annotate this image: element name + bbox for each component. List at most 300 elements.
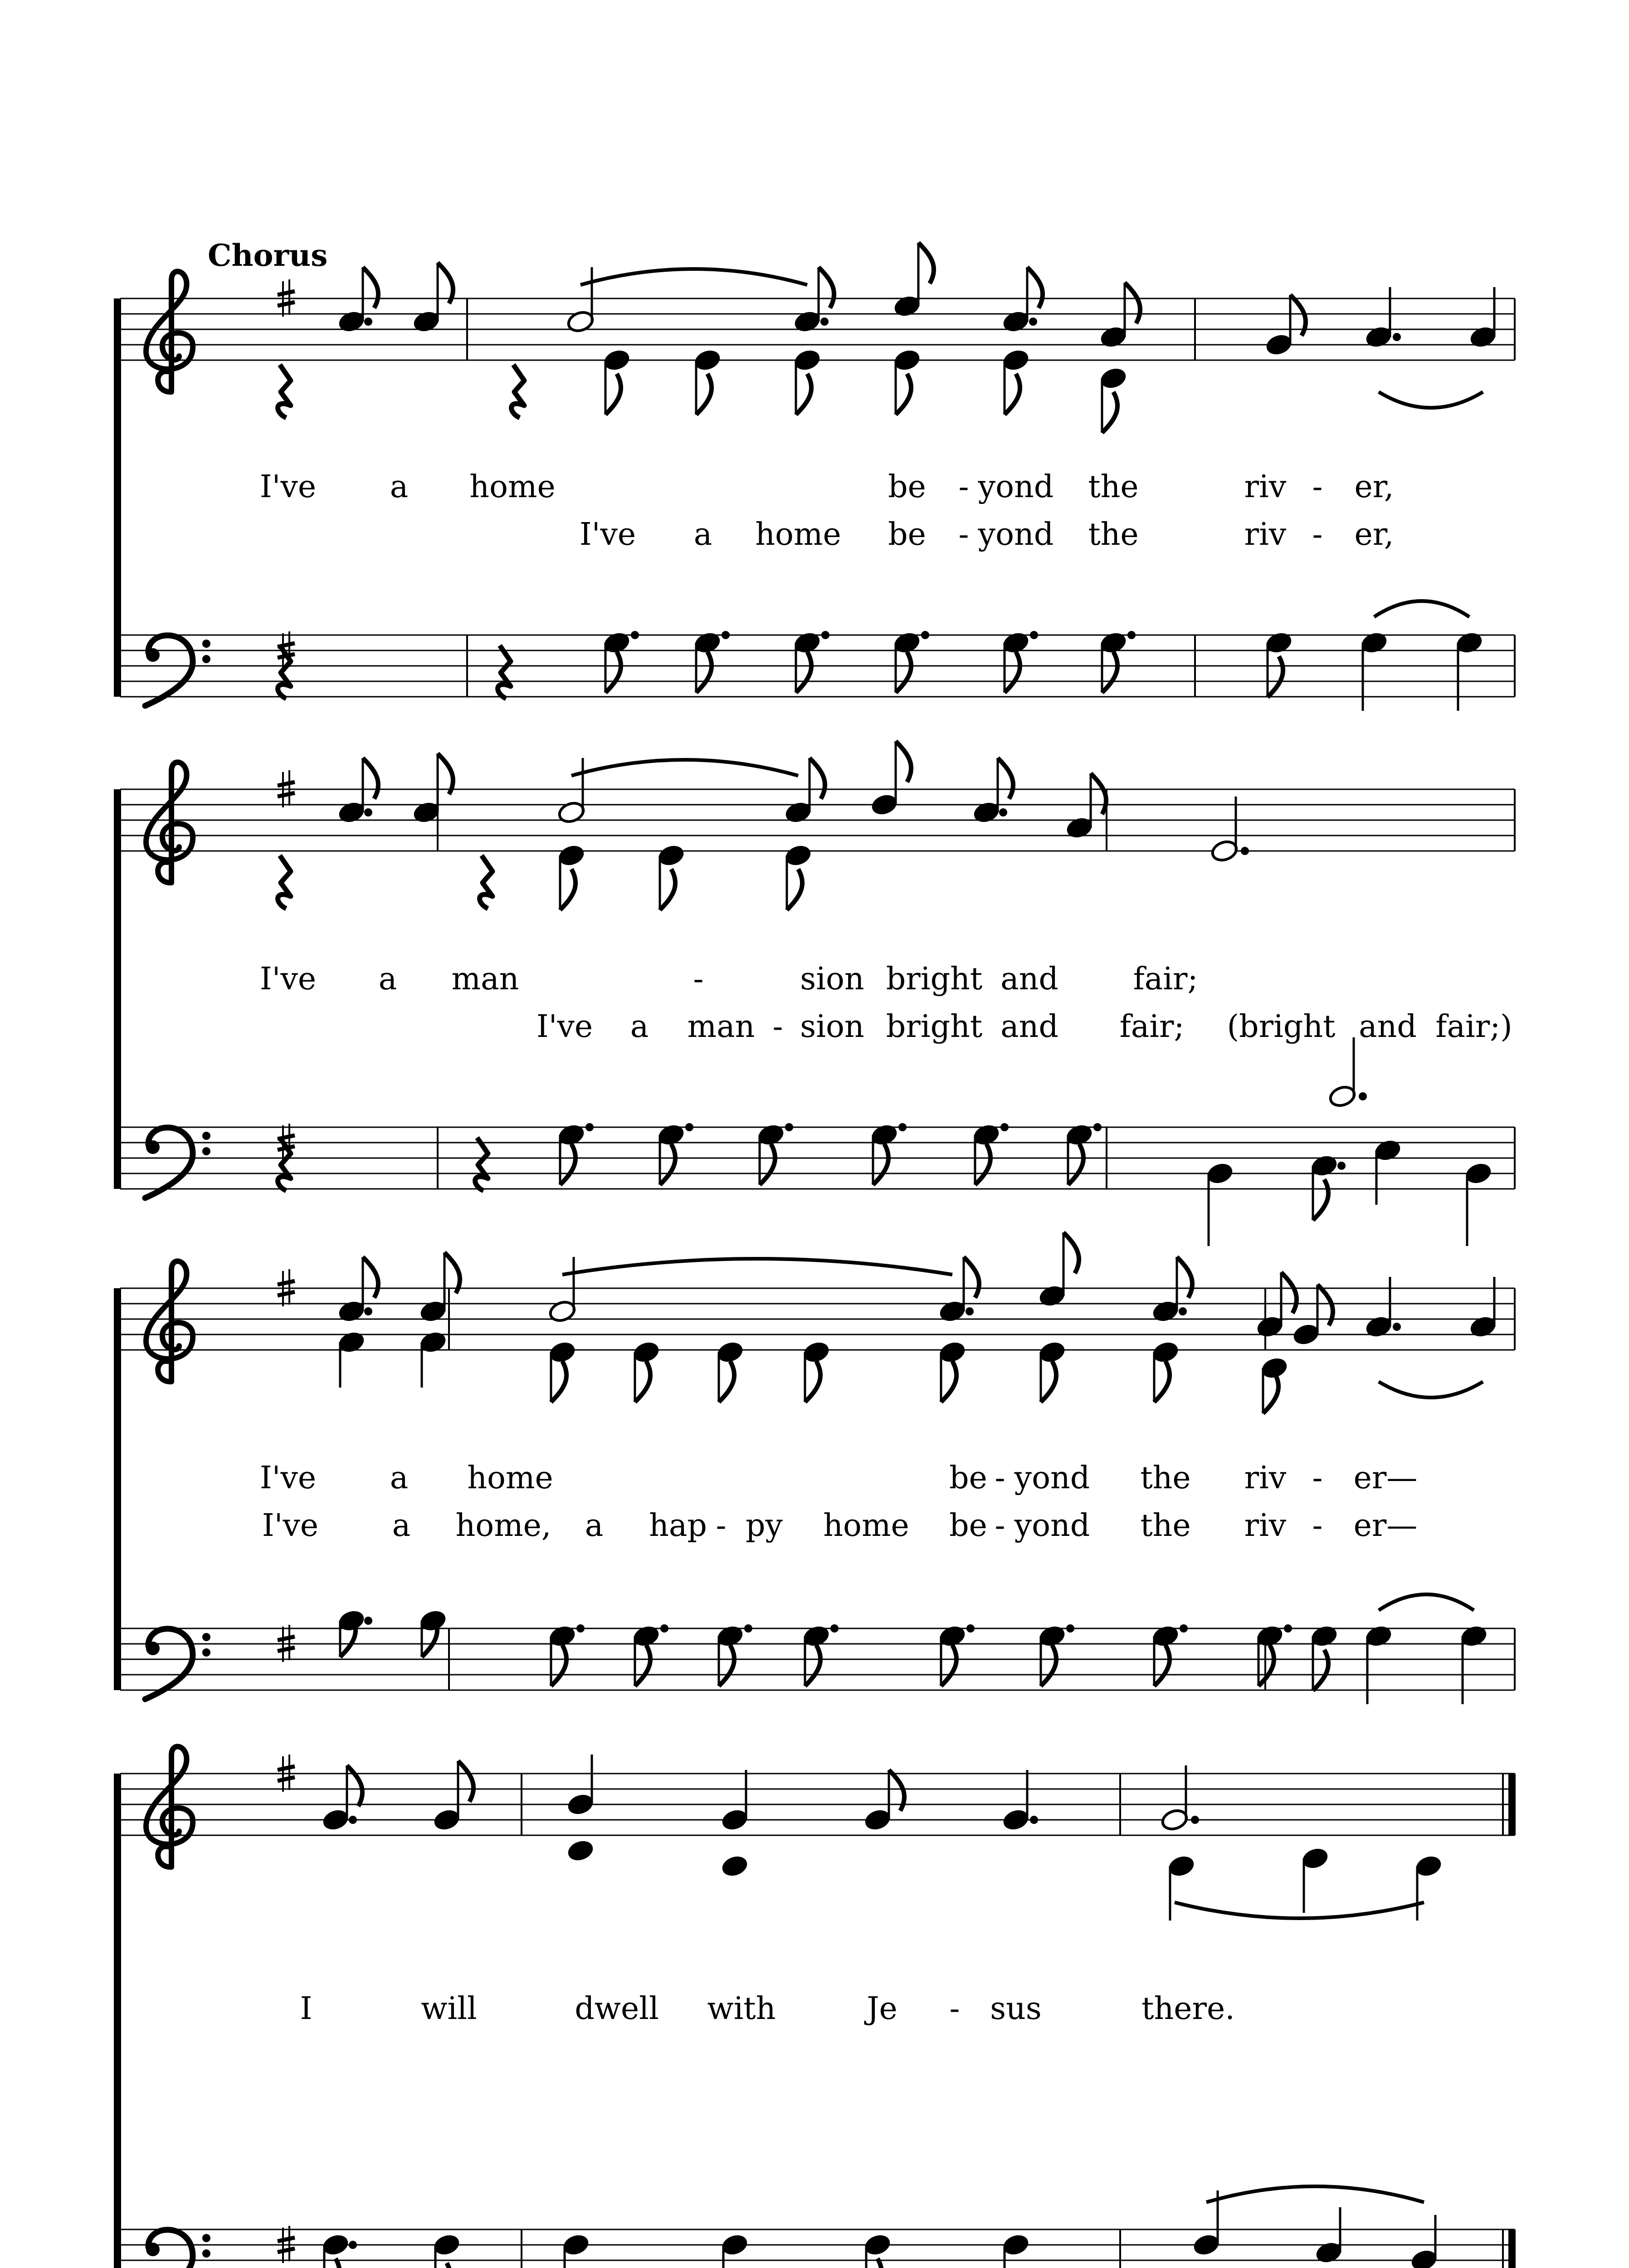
alto-note-flag [896,374,911,415]
bass-note-flag [896,652,911,693]
bass-note-flag [1005,652,1020,693]
key-signature-sharp [278,1766,295,1770]
bass-note-flag [1154,1645,1170,1686]
alto-note-flag [696,374,712,415]
lyric-syllable: the [1088,517,1139,552]
lyric-syllable: and [1000,1009,1058,1045]
melody-note [557,800,586,825]
bass-note-flag [1068,1144,1083,1185]
melody-note [972,800,1001,825]
bass-note [1360,631,1389,655]
melody-note-flag [1177,1257,1192,1298]
lyric-syllable: I've [262,1508,319,1544]
bass-note-flag [1313,1650,1328,1691]
slur [1379,1594,1474,1610]
lyric-hyphen: - [995,1460,1005,1496]
rhythm-dot [1030,631,1038,639]
bass-clef-dot [202,2234,210,2242]
bass-note-flag [805,1645,820,1686]
lyric-syllable: will [421,1991,477,2027]
melody-note [412,309,441,334]
melody-note [720,1808,749,1832]
melody-note [1292,1322,1321,1347]
lyric-syllable: the [1088,469,1139,505]
alto-note-flag [635,1361,650,1402]
bass-clef-dot [202,640,210,648]
key-signature-sharp [278,302,295,306]
key-signature-sharp [278,782,295,786]
melody-note [432,1808,461,1832]
slur [562,1259,952,1275]
alto-note-flag [805,1361,820,1402]
bass-note-flag [975,1144,990,1185]
rhythm-dot [1066,1624,1074,1633]
lyric-hyphen: - [1312,469,1323,505]
melody-note [1364,325,1393,349]
rhythm-dot [921,631,929,639]
alto-note-flag [1005,374,1020,415]
melody-note-flag [347,1765,362,1806]
key-signature-sharp [278,1637,295,1640]
bass-note [657,1123,686,1147]
slur [1206,2186,1424,2202]
alto-note [1151,1340,1180,1364]
bass-note [793,631,822,655]
melody-note [566,1792,595,1817]
lyric-syllable: home [467,1460,553,1496]
bass-note [863,2233,892,2257]
bass-note [1459,1624,1488,1648]
key-signature-sharp [278,1777,295,1781]
bass-clef-dot [202,1633,210,1641]
rhythm-dot [349,1816,357,1824]
bass-clef-dot [202,1132,210,1140]
bass-note-flag [1102,652,1117,693]
bass-clef-dot [146,648,160,662]
alto-note-flag [941,1361,956,1402]
melody-note-flag [1063,1232,1079,1273]
melody-note [548,1299,577,1324]
lyric-syllable: fair; [1133,961,1198,997]
lyric-syllable: a [693,517,712,552]
lyric-syllable: be [949,1508,987,1544]
lyric-syllable: the [1140,1508,1191,1544]
melody-note [1255,1315,1284,1339]
melody-note-flag [896,741,911,782]
bass-note-flag [760,1144,775,1185]
bass-note-flag [796,652,811,693]
lyric-hyphen: - [958,517,969,552]
lyric-syllable: home [755,517,841,552]
key-signature-sharp [278,2238,295,2241]
melody-note-flag [998,758,1013,799]
slur [580,269,807,285]
melody-note-flag [438,753,453,794]
alto-note [419,1330,448,1354]
rhythm-dot [722,631,730,639]
melody-note-flag [1125,283,1140,323]
bass-note [602,631,631,655]
bass-clef-icon [145,1629,193,1699]
alto-note [657,843,686,868]
rhythm-dot [999,808,1007,816]
lyric-syllable: I've [259,469,317,505]
lyric-syllable: a [378,961,397,997]
bass-note [432,2233,461,2257]
section-heading: Chorus [208,238,328,273]
rhythm-dot [631,631,639,639]
treble-clef-icon [146,271,193,392]
lyric-syllable: yond [978,517,1054,552]
melody-note-flag [363,758,378,799]
lyric-syllable: I [300,1991,312,2027]
key-signature-sharp [278,793,295,797]
lyric-syllable: er— [1353,1508,1418,1544]
lyric-syllable: fair;) [1435,1009,1512,1045]
melody-note-flag [1027,267,1043,308]
lyric-syllable: I've [579,517,636,552]
bass-note [1192,2233,1221,2257]
lyric-syllable: be [888,469,926,505]
lyric-syllable: a [392,1508,411,1544]
alto-note [793,348,822,372]
alto-note-flag [787,869,802,910]
bass-note [1001,631,1030,655]
alto-note [784,843,813,868]
melody-note [1264,332,1293,357]
lyric-syllable: a [390,1460,409,1496]
melody-note [1001,1808,1030,1832]
bass-note-flag [873,1144,888,1185]
melody-note [784,800,813,825]
lyric-syllable: (bright [1227,1009,1336,1045]
lyric-hyphen: - [716,1508,727,1544]
lyric-syllable: home, [455,1508,551,1544]
bass-note-flag [1313,1179,1328,1220]
lyric-syllable: man [451,961,519,997]
bass-note [972,1123,1001,1147]
lyric-syllable: riv [1244,517,1287,552]
rhythm-dot [1093,1123,1102,1131]
bass-note [1065,1123,1094,1147]
bass-clef-dot [202,1648,210,1657]
alto-note-flag [660,869,675,910]
rhythm-dot [1030,1816,1038,1824]
lyric-hyphen: - [958,469,969,505]
bass-note-flag [1268,656,1283,697]
bass-note [756,1123,785,1147]
alto-note [1167,1854,1196,1878]
alto-note-flag [796,374,811,415]
bass-note [1455,631,1484,655]
rhythm-dot [364,1617,372,1625]
rhythm-dot [966,1624,975,1633]
melody-note [1151,1299,1180,1324]
lyric-syllable: yond [1014,1508,1090,1544]
bass-note [1310,1624,1339,1648]
alto-note [893,348,922,372]
alto-note [693,348,722,372]
bass-note-flag [560,1144,576,1185]
bass-note [870,1123,899,1147]
alto-note [1301,1846,1330,1871]
bass-note-flag [941,1645,956,1686]
melody-note-flag [964,1257,979,1298]
melody-note-flag [1091,773,1106,814]
melody-note-flag [1281,1272,1297,1313]
rhythm-dot [364,1307,372,1315]
bass-note [321,2233,350,2257]
alto-note [720,1854,749,1878]
melody-note-flag [444,1252,460,1293]
melody-note [870,792,899,817]
melody-note [793,309,822,334]
bass-clef-icon [145,1128,193,1198]
rhythm-dot [821,631,829,639]
alto-note-flag [1041,1361,1056,1402]
bass-note [561,2233,590,2257]
melody-note-flag [438,263,453,303]
lyric-syllable: be [888,517,926,552]
key-signature-sharp [278,1292,295,1295]
alto-note [1414,1854,1443,1878]
melody-note [412,800,441,825]
alto-note-flag [1102,392,1117,433]
lyric-syllable: er— [1353,1460,1418,1496]
quarter-rest-icon [475,1138,488,1191]
rhythm-dot [576,1624,585,1633]
melody-note [1468,1315,1497,1339]
rhythm-dot [364,808,372,816]
lyric-syllable: bright [886,1009,983,1045]
rhythm-dot [1127,631,1136,639]
bass-note [693,631,722,655]
lyric-syllable: riv [1244,1508,1287,1544]
melody-note [1210,839,1239,863]
melody-note-flag [819,267,834,308]
quarter-rest-icon [480,855,493,909]
rhythm-dot [1284,1624,1292,1633]
lyric-hyphen: - [949,1991,960,2027]
bass-note-flag [719,1645,734,1686]
melody-note [1468,325,1497,349]
treble-clef-icon [146,762,193,883]
alto-note [938,1340,967,1364]
alto-note [802,1340,831,1364]
slur [1379,392,1483,408]
rhythm-dot [364,318,372,326]
bass-clef-dot [202,655,210,663]
rhythm-dot [830,1624,839,1633]
key-signature-sharp [278,2248,295,2252]
melody-note [321,1808,350,1832]
alto-note [1001,348,1030,372]
bass-note-flag [660,1144,675,1185]
alto-note-flag [560,869,576,910]
lyric-syllable: a [390,469,409,505]
bass-note [1364,1624,1393,1648]
melody-note-flag [458,1761,473,1802]
alto-note [716,1340,745,1364]
lyric-syllable: I've [259,961,317,997]
bass-note [1038,1624,1067,1648]
rhythm-dot [585,1123,594,1131]
bass-clef-dot [146,1642,160,1655]
treble-clef-icon [146,1746,193,1867]
lyric-syllable: dwell [575,1991,659,2027]
alto-note-flag [551,1361,566,1402]
lyric-syllable: riv [1244,469,1287,505]
lyric-hyphen: - [1312,517,1323,552]
slur [571,760,798,776]
melody-note [938,1299,967,1324]
rhythm-dot [966,1307,974,1315]
melody-note [566,309,595,334]
lyric-syllable: yond [978,469,1054,505]
bass-note-flag [1258,1645,1274,1686]
lyric-syllable: I've [536,1009,593,1045]
melody-note [337,1299,366,1324]
bass-note-flag [1041,1645,1056,1686]
bass-note-flag [635,1645,650,1686]
alto-note [632,1340,661,1364]
melody-note [337,800,366,825]
melody-note [863,1808,892,1832]
final-barline-thick [1508,1774,1516,1835]
rhythm-dot [1359,1092,1367,1100]
bass-note-flag [605,652,621,693]
melody-note-flag [918,243,934,284]
bass-clef-dot [146,1140,160,1154]
rhythm-dot [820,318,829,326]
rhythm-dot [744,1624,752,1633]
alto-note [1038,1340,1067,1364]
quarter-rest-icon [278,855,291,909]
lyric-syllable: sus [990,1991,1042,2027]
alto-note [566,1838,595,1863]
bass-note [1205,1161,1234,1186]
lyric-syllable: home [823,1508,909,1544]
lyric-syllable: er, [1354,469,1394,505]
rhythm-dot [785,1123,793,1131]
bass-clef-dot [202,1147,210,1155]
lyric-syllable: there. [1141,1991,1235,2027]
rhythm-dot [685,1123,693,1131]
melody-note [419,1299,448,1324]
lyric-syllable: sion [800,961,864,997]
bass-note [938,1624,967,1648]
melody-note [1001,309,1030,334]
key-signature-sharp [278,1281,295,1285]
melody-note [893,294,922,318]
bass-note [1001,2233,1030,2257]
rhythm-dot [349,2241,357,2249]
melody-note [337,309,366,334]
rhythm-dot [898,1123,907,1131]
treble-clef-icon [146,1261,193,1382]
lyric-syllable: a [585,1508,604,1544]
alto-note [557,843,586,868]
rhythm-dot [1393,333,1401,341]
lyric-hyphen: - [995,1508,1005,1544]
lyric-syllable: er, [1354,517,1394,552]
alto-note-flag [1263,1373,1278,1413]
bass-note [720,2233,749,2257]
lyric-hyphen: - [772,1009,783,1045]
bass-note [1151,1624,1180,1648]
rhythm-dot [660,1624,668,1633]
melody-note-flag [363,1257,378,1298]
bass-note [1373,1138,1402,1163]
bass-note-flag [696,652,712,693]
melody-note [1038,1284,1067,1308]
alto-note [337,1330,366,1354]
bass-note [893,631,922,655]
lyric-syllable: Je [867,1991,897,2027]
quarter-rest-icon [278,365,291,418]
alto-note [548,1340,577,1364]
quarter-rest-icon [498,645,511,699]
alto-note-flag [605,374,621,415]
bass-note [1310,1154,1339,1178]
bass-clef-icon [145,635,193,706]
lyric-syllable: the [1140,1460,1191,1496]
lyric-syllable: fair; [1119,1009,1185,1045]
bass-note [1314,2240,1343,2265]
bass-note [1464,1161,1493,1186]
bass-note-flag [551,1645,566,1686]
lyric-syllable: bright [886,961,983,997]
bass-note [1099,631,1128,655]
lyric-hyphen: - [1312,1460,1323,1496]
lyric-syllable: and [1000,961,1058,997]
melody-note-flag [810,758,825,799]
bass-note [557,1123,586,1147]
lyric-hyphen: - [1312,1508,1323,1544]
key-signature-sharp [278,1647,295,1651]
rhythm-dot [1191,1816,1199,1824]
lyric-hyphen: - [693,961,704,997]
lyric-syllable: with [707,1991,776,2027]
alto-note-flag [719,1361,734,1402]
alto-note-flag [1154,1361,1170,1402]
bass-note [1255,1624,1284,1648]
key-signature-sharp [278,291,295,295]
lyric-syllable: sion [800,1009,864,1045]
bass-clef-dot [146,2243,160,2256]
bass-clef-dot [202,2249,210,2258]
rhythm-dot [1029,318,1037,326]
slur [1374,601,1469,617]
rhythm-dot [1179,1307,1187,1315]
lyric-syllable: py [746,1508,783,1544]
alto-note [1099,366,1128,391]
lyric-syllable: home [469,469,556,505]
slur [1175,1902,1424,1918]
lyric-syllable: be [949,1460,987,1496]
rhythm-dot [1180,1624,1188,1633]
alto-note [602,348,631,372]
bass-note [1264,631,1293,655]
lyric-syllable: a [630,1009,649,1045]
melody-note [1160,1808,1189,1832]
melody-note [1065,816,1094,840]
slur [1379,1382,1483,1398]
melody-note [1364,1315,1393,1339]
bass-note [548,1624,577,1648]
lyric-syllable: hap [649,1508,707,1544]
rhythm-dot [1000,1123,1009,1131]
